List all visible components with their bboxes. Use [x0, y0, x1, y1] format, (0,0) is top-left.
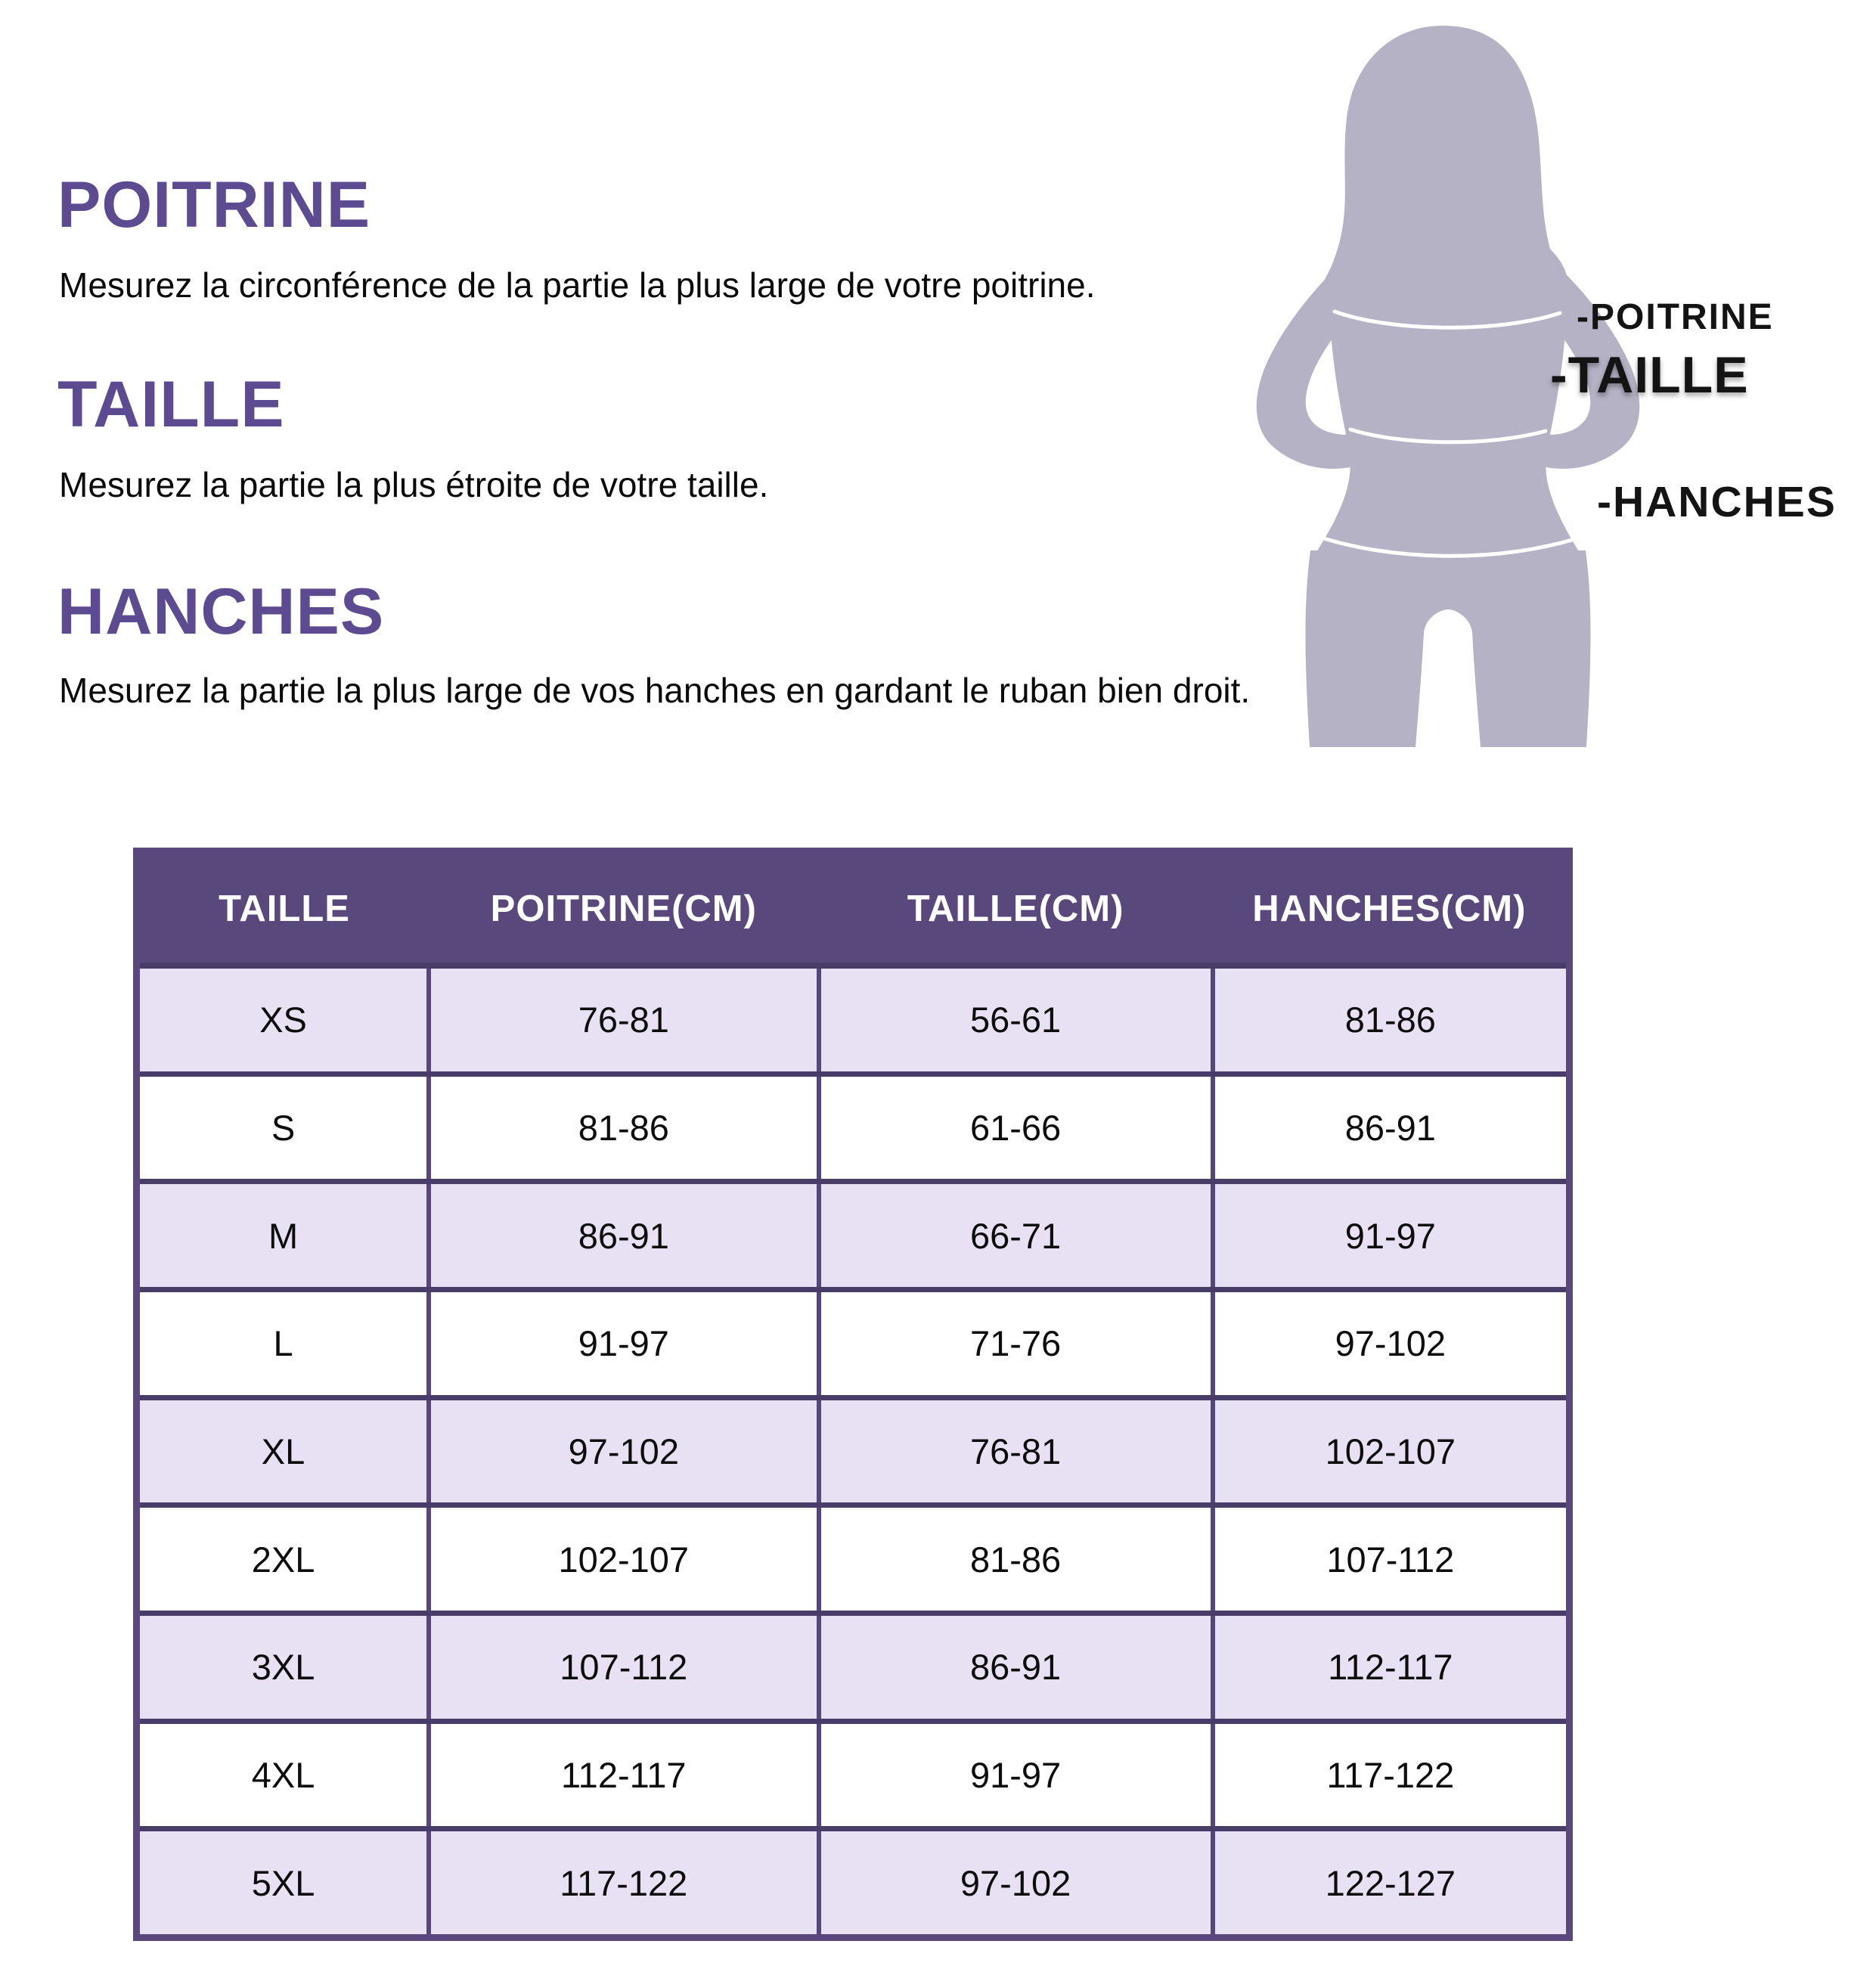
- table-cell: 3XL: [137, 1613, 429, 1721]
- table-cell: 97-102: [1213, 1289, 1570, 1397]
- table-cell: 97-102: [819, 1829, 1213, 1938]
- table-row-l: [137, 1289, 1570, 1397]
- table-row-xl: [137, 1397, 1570, 1505]
- table-cell: 81-86: [1213, 966, 1570, 1074]
- column-header-taille: TAILLE: [137, 851, 429, 966]
- table-cell: 76-81: [429, 966, 818, 1074]
- table-row-3xl: [137, 1613, 1570, 1721]
- table-cell: 91-97: [1213, 1182, 1570, 1290]
- table-cell: XL: [137, 1397, 429, 1505]
- table-cell: 102-107: [429, 1505, 818, 1614]
- table-cell: 81-86: [819, 1505, 1213, 1614]
- column-header-hanches-cm: HANCHES(CM): [1213, 851, 1570, 966]
- table-row-5xl: [137, 1829, 1570, 1938]
- table-cell: 71-76: [819, 1289, 1213, 1397]
- hanches-heading: HANCHES: [57, 575, 385, 648]
- table-cell: 86-91: [1213, 1074, 1570, 1182]
- poitrine-figure-label: -POITRINE: [1577, 297, 1774, 337]
- table-cell: 76-81: [819, 1397, 1213, 1505]
- table-cell: 112-117: [429, 1721, 818, 1829]
- table-cell: 102-107: [1213, 1397, 1570, 1505]
- table-header-row: [137, 851, 1570, 966]
- table-cell: S: [137, 1074, 429, 1182]
- table-cell: 117-122: [429, 1829, 818, 1938]
- table-row-4xl: [137, 1721, 1570, 1829]
- size-table: [133, 848, 1573, 1941]
- table-cell: M: [137, 1182, 429, 1290]
- table-row-s: [137, 1074, 1570, 1182]
- table-cell: 97-102: [429, 1397, 818, 1505]
- table-cell: 5XL: [137, 1829, 429, 1938]
- table-cell: 86-91: [429, 1182, 818, 1290]
- table-cell: 4XL: [137, 1721, 429, 1829]
- table-cell: 112-117: [1213, 1613, 1570, 1721]
- table-cell: 56-61: [819, 966, 1213, 1074]
- table-cell: L: [137, 1289, 429, 1397]
- table-cell: 107-112: [1213, 1505, 1570, 1614]
- table-cell: 91-97: [429, 1289, 818, 1397]
- taille-description: Mesurez la partie la plus étroite de votre taille.: [59, 465, 769, 504]
- column-header-poitrine-cm: POITRINE(CM): [429, 851, 818, 966]
- table-cell: 107-112: [429, 1613, 818, 1721]
- hanches-description: Mesurez la partie la plus large de vos hanches en gardant le ruban bien droit.: [59, 671, 1251, 710]
- table-row-m: [137, 1182, 1570, 1290]
- silhouette-legs: [1305, 550, 1590, 747]
- taille-figure-label: -TAILLE: [1550, 346, 1749, 404]
- taille-heading: TAILLE: [57, 368, 285, 441]
- table-cell: 61-66: [819, 1074, 1213, 1182]
- table-cell: 81-86: [429, 1074, 818, 1182]
- poitrine-description: Mesurez la circonférence de la partie la plus large de votre poitrine.: [59, 265, 1096, 305]
- poitrine-heading: POITRINE: [57, 169, 371, 241]
- table-cell: 86-91: [819, 1613, 1213, 1721]
- hanches-figure-label: -HANCHES: [1597, 478, 1837, 526]
- column-header-taille-cm: TAILLE(CM): [819, 851, 1213, 966]
- table-cell: 91-97: [819, 1721, 1213, 1829]
- table-cell: 2XL: [137, 1505, 429, 1614]
- table-cell: 117-122: [1213, 1721, 1570, 1829]
- table-cell: 122-127: [1213, 1829, 1570, 1938]
- table-cell: 66-71: [819, 1182, 1213, 1290]
- table-row-xs: [137, 966, 1570, 1074]
- table-row-2xl: [137, 1505, 1570, 1614]
- table-cell: XS: [137, 966, 429, 1074]
